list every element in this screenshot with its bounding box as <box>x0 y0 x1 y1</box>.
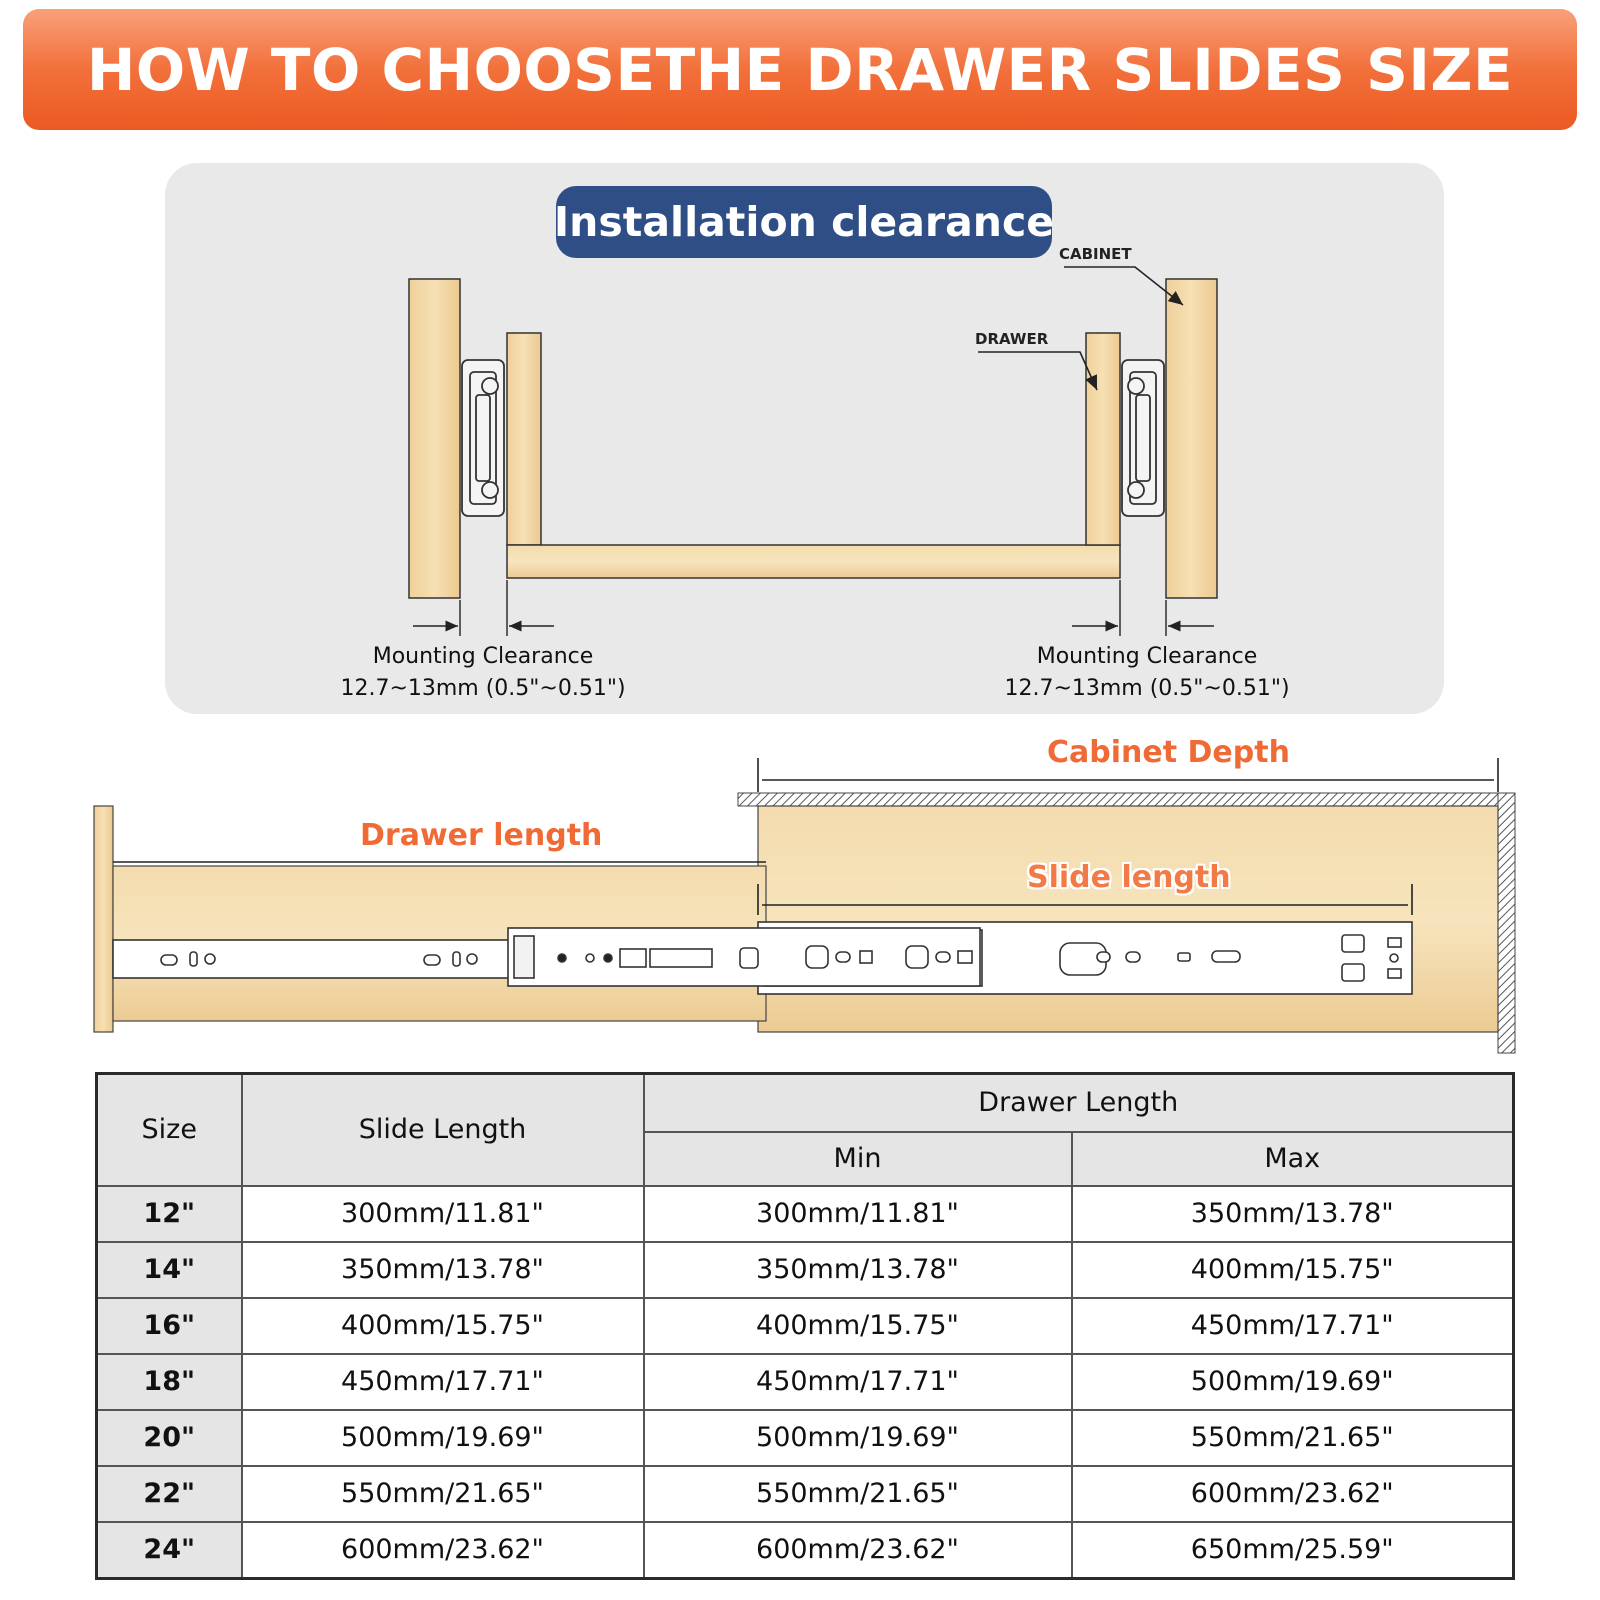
slide-middle-member <box>508 928 980 986</box>
table-row <box>97 1242 1514 1298</box>
cabinet-leader-line <box>1064 267 1183 305</box>
size-cell: 20" <box>97 1410 242 1466</box>
size-cell: 14" <box>97 1242 242 1298</box>
header-drawer-length: Drawer Length <box>644 1074 1514 1132</box>
size-cell: 22" <box>97 1466 242 1522</box>
min-length-cell: 300mm/11.81" <box>644 1186 1072 1242</box>
min-length-cell: 350mm/13.78" <box>644 1242 1072 1298</box>
cabinet-body <box>758 806 1498 1032</box>
size-cell: 24" <box>97 1522 242 1579</box>
max-length-cell: 350mm/13.78" <box>1072 1186 1514 1242</box>
right-slide-profile <box>1122 360 1164 516</box>
cabinet-top-hatch <box>738 793 1513 806</box>
table-row <box>97 1410 1514 1466</box>
min-length-cell: 400mm/15.75" <box>644 1298 1072 1354</box>
slide-length-cell: 550mm/21.65" <box>242 1466 644 1522</box>
drawer-bottom <box>507 545 1120 578</box>
min-length-cell: 500mm/19.69" <box>644 1410 1072 1466</box>
slide-length-cell: 450mm/17.71" <box>242 1354 644 1410</box>
left-clearance-title: Mounting Clearance <box>372 644 594 669</box>
slide-length-cell: 600mm/23.62" <box>242 1522 644 1579</box>
max-length-cell: 400mm/15.75" <box>1072 1242 1514 1298</box>
slide-length-cell: 500mm/19.69" <box>242 1410 644 1466</box>
header-size: Size <box>97 1074 242 1186</box>
max-length-cell: 550mm/21.65" <box>1072 1410 1514 1466</box>
size-table <box>95 1072 1515 1580</box>
header-max: Max <box>1072 1132 1514 1186</box>
installation-title: Installation clearance <box>556 186 1052 258</box>
cabinet-depth-label: Cabinet Depth <box>1047 735 1290 770</box>
slide-length-cell: 300mm/11.81" <box>242 1186 644 1242</box>
left-drawer-side <box>507 333 541 545</box>
max-length-cell: 500mm/19.69" <box>1072 1354 1514 1410</box>
drawer-label: DRAWER <box>975 330 1049 348</box>
max-length-cell: 650mm/25.59" <box>1072 1522 1514 1579</box>
size-cell: 12" <box>97 1186 242 1242</box>
slide-length-cell: 350mm/13.78" <box>242 1242 644 1298</box>
drawer-leader-line <box>978 352 1097 390</box>
max-length-cell: 600mm/23.62" <box>1072 1466 1514 1522</box>
right-cabinet-panel <box>1166 279 1217 598</box>
min-length-cell: 550mm/21.65" <box>644 1466 1072 1522</box>
header-min: Min <box>644 1132 1072 1186</box>
header-slide-length: Slide Length <box>242 1074 644 1186</box>
max-length-cell: 450mm/17.71" <box>1072 1298 1514 1354</box>
left-mounting-clearance <box>338 641 628 705</box>
drawer-length-label: Drawer length <box>360 818 603 853</box>
table-row <box>97 1522 1514 1579</box>
table-row <box>97 1298 1514 1354</box>
right-clearance-value: 12.7~13mm (0.5"~0.51") <box>1004 676 1290 701</box>
table-row <box>97 1354 1514 1410</box>
min-length-cell: 600mm/23.62" <box>644 1522 1072 1579</box>
drawer-front <box>94 806 113 1032</box>
left-cabinet-panel <box>409 279 460 598</box>
slide-length-label: Slide length <box>1027 860 1231 895</box>
table-row <box>97 1186 1514 1242</box>
size-cell: 16" <box>97 1298 242 1354</box>
left-slide-profile <box>462 360 504 516</box>
right-drawer-side <box>1086 333 1120 545</box>
left-clearance-value: 12.7~13mm (0.5"~0.51") <box>340 676 626 701</box>
right-clearance-title: Mounting Clearance <box>1036 644 1258 669</box>
page-title: HOW TO CHOOSETHE DRAWER SLIDES SIZE <box>86 35 1514 104</box>
size-cell: 18" <box>97 1354 242 1410</box>
right-mounting-clearance <box>1002 641 1292 705</box>
cabinet-back-hatch <box>1498 793 1515 1053</box>
min-length-cell: 450mm/17.71" <box>644 1354 1072 1410</box>
cabinet-label: CABINET <box>1059 245 1132 263</box>
slide-length-cell: 400mm/15.75" <box>242 1298 644 1354</box>
table-row <box>97 1466 1514 1522</box>
